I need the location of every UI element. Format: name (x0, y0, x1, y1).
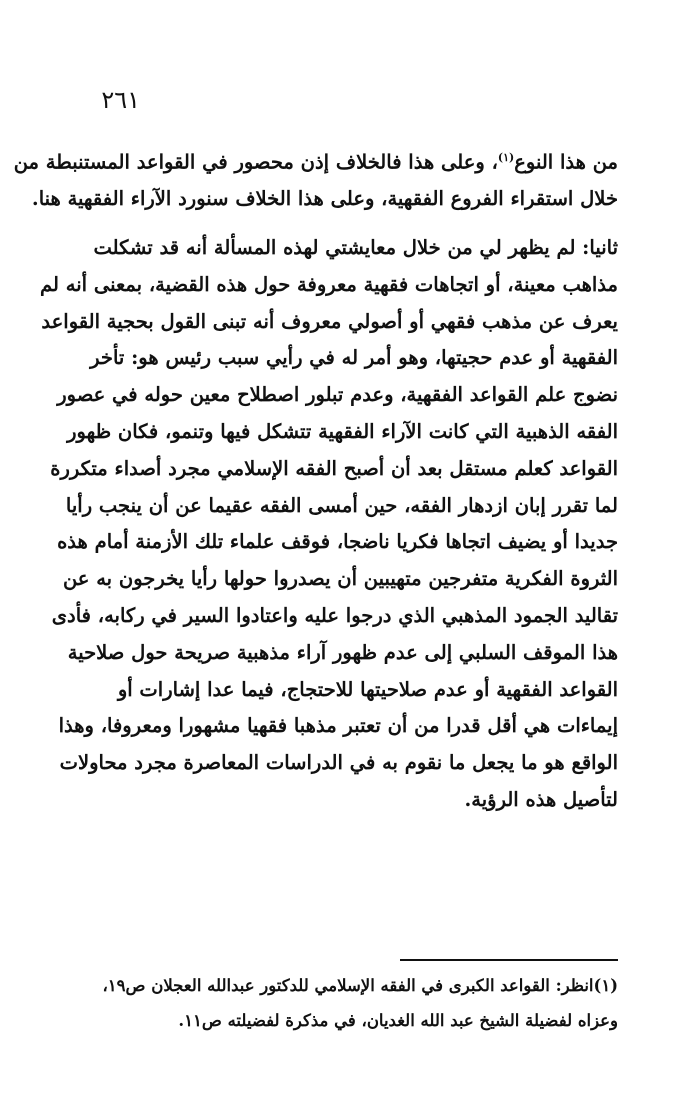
paragraph-1-text-before-ref: من هذا النوع (514, 150, 618, 174)
paragraph-2-line: الفقه الذهبية التي كانت الآراء الفقهية تتشكل فيها وتنمو، فكان ظهور (67, 420, 618, 444)
paragraph-1-line-1 (13, 140, 618, 181)
paragraph-gap (82, 218, 618, 230)
paragraph-2-line: هذا الموقف السلبي إلى عدم ظهور آراء مذهبية صريحة حول صلاحية (67, 640, 618, 664)
footnote-separator (400, 959, 618, 961)
paragraph-2-line: القواعد كعلم مستقل بعد أن أصبح الفقه الإسلامي مجرد أصداء متكررة (50, 456, 618, 480)
paragraph-2-line: نضوج علم القواعد الفقهية، وعدم تبلور اصطلاح معين حوله في عصور (57, 383, 618, 407)
paragraph-2-line: الثروة الفكرية متفرجين متهيبين أن يصدروا حولها رأيا يخرجون به عن (62, 567, 618, 591)
paragraph-2-line: ثانيا: لم يظهر لي من خلال معايشتي لهذه المسألة أنه قد تشكلت (93, 236, 618, 260)
footnote-reference[interactable]: (١) (497, 151, 515, 164)
paragraph-2-line: مذاهب معينة، أو اتجاهات فقهية معروفة حول هذه القضية، بمعنى أنه لم (40, 272, 618, 296)
paragraph-2-line: إيماءات هي أقل قدرا من أن تعتبر مذهبا فقهيا مشهورا ومعروفا، وهذا (58, 714, 618, 738)
paragraph-2-line: لتأصيل هذه الرؤية. (464, 788, 618, 812)
footnote-line-1: (١)انظر: القواعد الكبرى في الفقه الإسلامي للدكتور عبدالله العجلان ص١٩، (102, 976, 618, 995)
main-text (13, 140, 618, 819)
paragraph-2-line: القواعد الفقهية أو عدم صلاحيتها للاحتجاج، فيما عدا إشارات أو (117, 677, 618, 701)
paragraph-2-line: تقاليد الجمود المذهبي الذي درجوا عليه واعتادوا السير في ركابه، فأدى (51, 604, 618, 628)
paragraph-1-line-2: خلال استقراء الفروع الفقهية، وعلى هذا الخلاف سنورد الآراء الفقهية هنا. (31, 187, 618, 211)
paragraph-1-text-after-ref: ، وعلى هذا فالخلاف إذن محصور في القواعد المستنبطة من (13, 150, 498, 174)
page-number: ٢٦١ (101, 86, 140, 114)
paragraph-2-line: الفقهية أو عدم حجيتها، وهو أمر له في رأيي سبب رئيس هو: تأخر (90, 346, 618, 370)
paragraph-2-line: لما تقرر إبان ازدهار الفقه، حين أمسى الفقه عقيما عن أن ينجب رأيا (65, 493, 618, 517)
paragraph-2-line: يعرف عن مذهب فقهي أو أصولي معروف أنه تبنى القول بحجية القواعد (41, 309, 618, 333)
paragraph-2-line: الواقع هو ما يجعل ما نقوم به في الدراسات المعاصرة مجرد محاولات (59, 751, 618, 775)
footnote (60, 968, 618, 1038)
paragraph-2-line: جديدا أو يضيف اتجاها فكريا ناضجا، فوقف علماء تلك الأزمنة أمام هذه (57, 530, 618, 554)
footnote-line-2: وعزاه لفضيلة الشيخ عبد الله الغديان، في مذكرة لفضيلته ص١١. (178, 1011, 618, 1030)
